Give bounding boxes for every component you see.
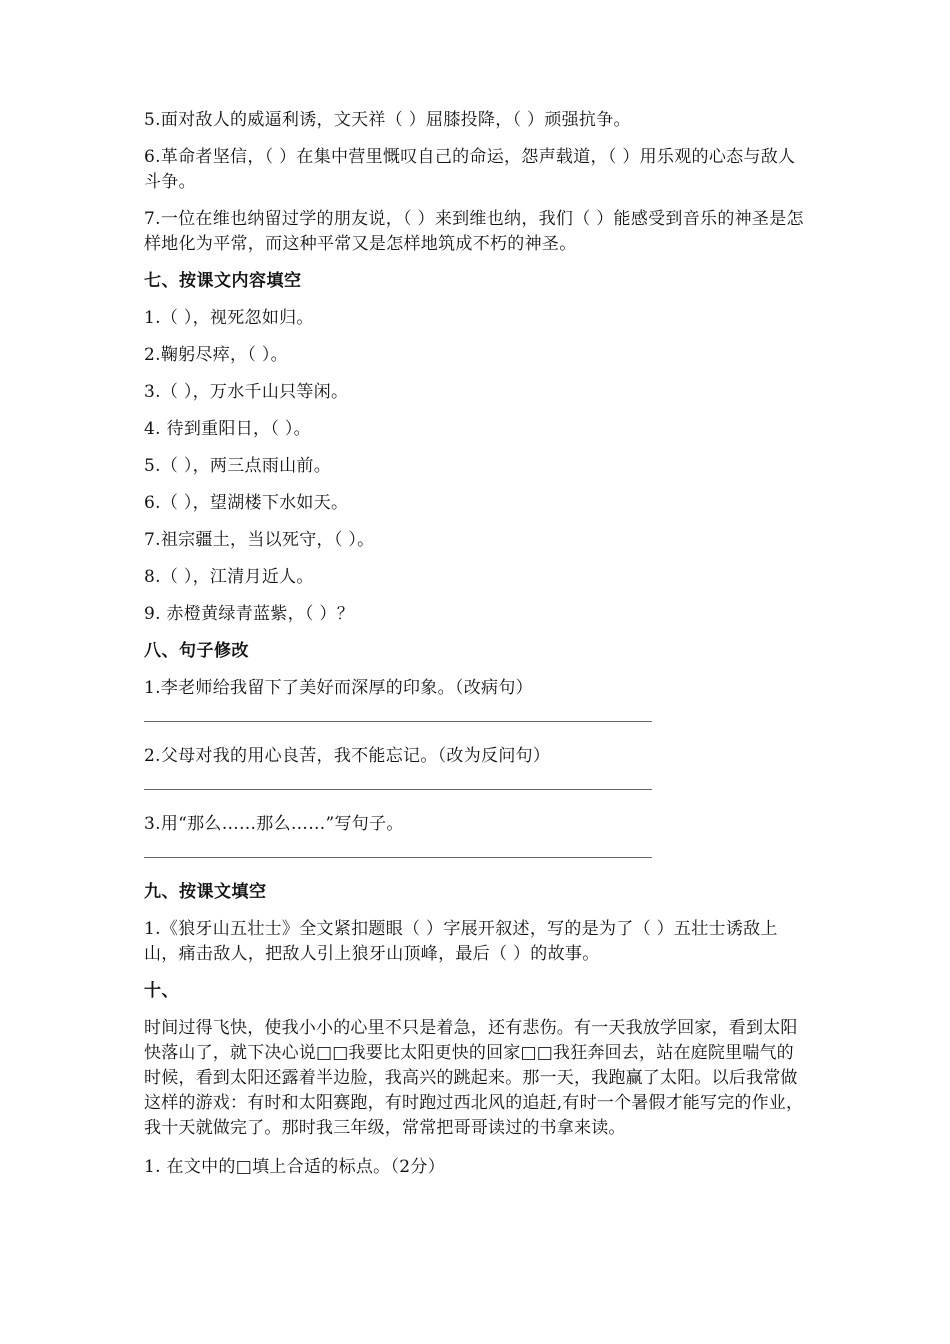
section-7-item-2: 2.鞠躬尽瘁，（ ）。 xyxy=(144,345,288,365)
section-8-item-3: 3.用“那么……那么……”写句子。 xyxy=(144,814,404,834)
section-7-heading: 七、按课文内容填空 xyxy=(144,271,302,291)
fill-item-5: 5.面对敌人的威逼利诱，文天祥（ ）屈膝投降，（ ）顽强抗争。 xyxy=(144,110,631,130)
answer-line-2[interactable] xyxy=(144,789,652,790)
section-8-item-2: 2.父母对我的用心良苦，我不能忘记。（改为反问句） xyxy=(144,746,551,766)
section-8-heading: 八、句子修改 xyxy=(144,641,249,661)
section-7-item-3: 3.（ ），万水千山只等闲。 xyxy=(144,382,349,402)
fill-item-6: 6.革命者坚信，（ ）在集中营里慨叹自己的命运，怨声载道，（ ）用乐观的心态与敌人斗争。 xyxy=(144,147,796,192)
section-7-item-4: 4. 待到重阳日，（ ）。 xyxy=(144,419,311,439)
section-10-heading: 十、 xyxy=(144,981,179,1001)
section-8-item-1: 1.李老师给我留下了美好而深厚的印象。（改病句） xyxy=(144,678,533,698)
reading-passage: 时间过得飞快，使我小小的心里不只是着急，还有悲伤。有一天我放学回家，看到太阳快落山了，就下决心说□□我要比太阳更快的回家□□我狂奔回去，站在庭院里喘气的时候，看到太阳还露着半边脸，我高兴的跳起来。那一天，我跑赢了太阳。以后我常做这样的游戏：有时和太阳赛跑，有时跑过西北风的追赶,有时一个暑假才能写完的作业，我十天就做完了。那时我三年级，常常把哥哥读过的书拿来读。 xyxy=(144,1018,804,1138)
section-10-question-1: 1. 在文中的□填上合适的标点。（2分） xyxy=(144,1157,446,1177)
worksheet-content xyxy=(144,108,808,1192)
section-9-item-1: 1.《狼牙山五壮士》全文紧扣题眼（ ）字展开叙述，写的是为了（ ）五壮士诱敌上山，痛击敌人，把敌人引上狼牙山顶峰，最后（ ）的故事。 xyxy=(144,919,778,964)
section-9-heading: 九、按课文填空 xyxy=(144,882,267,902)
fill-item-7: 7.一位在维也纳留过学的朋友说，（ ）来到维也纳，我们（ ）能感受到音乐的神圣是怎样地化为平常，而这种平常又是怎样地筑成不朽的神圣。 xyxy=(144,209,804,254)
answer-line-1[interactable] xyxy=(144,721,652,722)
section-7-item-6: 6.（ ），望湖楼下水如天。 xyxy=(144,493,349,513)
answer-line-3[interactable] xyxy=(144,857,652,858)
section-7-item-7: 7.祖宗疆土，当以死守，（ ）。 xyxy=(144,530,375,550)
section-7-item-1: 1.（ ），视死忽如归。 xyxy=(144,308,314,328)
section-7-item-9: 9. 赤橙黄绿青蓝紫，（ ）？ xyxy=(144,604,355,624)
section-7-item-8: 8.（ ），江清月近人。 xyxy=(144,567,314,587)
section-7-item-5: 5.（ ），两三点雨山前。 xyxy=(144,456,332,476)
